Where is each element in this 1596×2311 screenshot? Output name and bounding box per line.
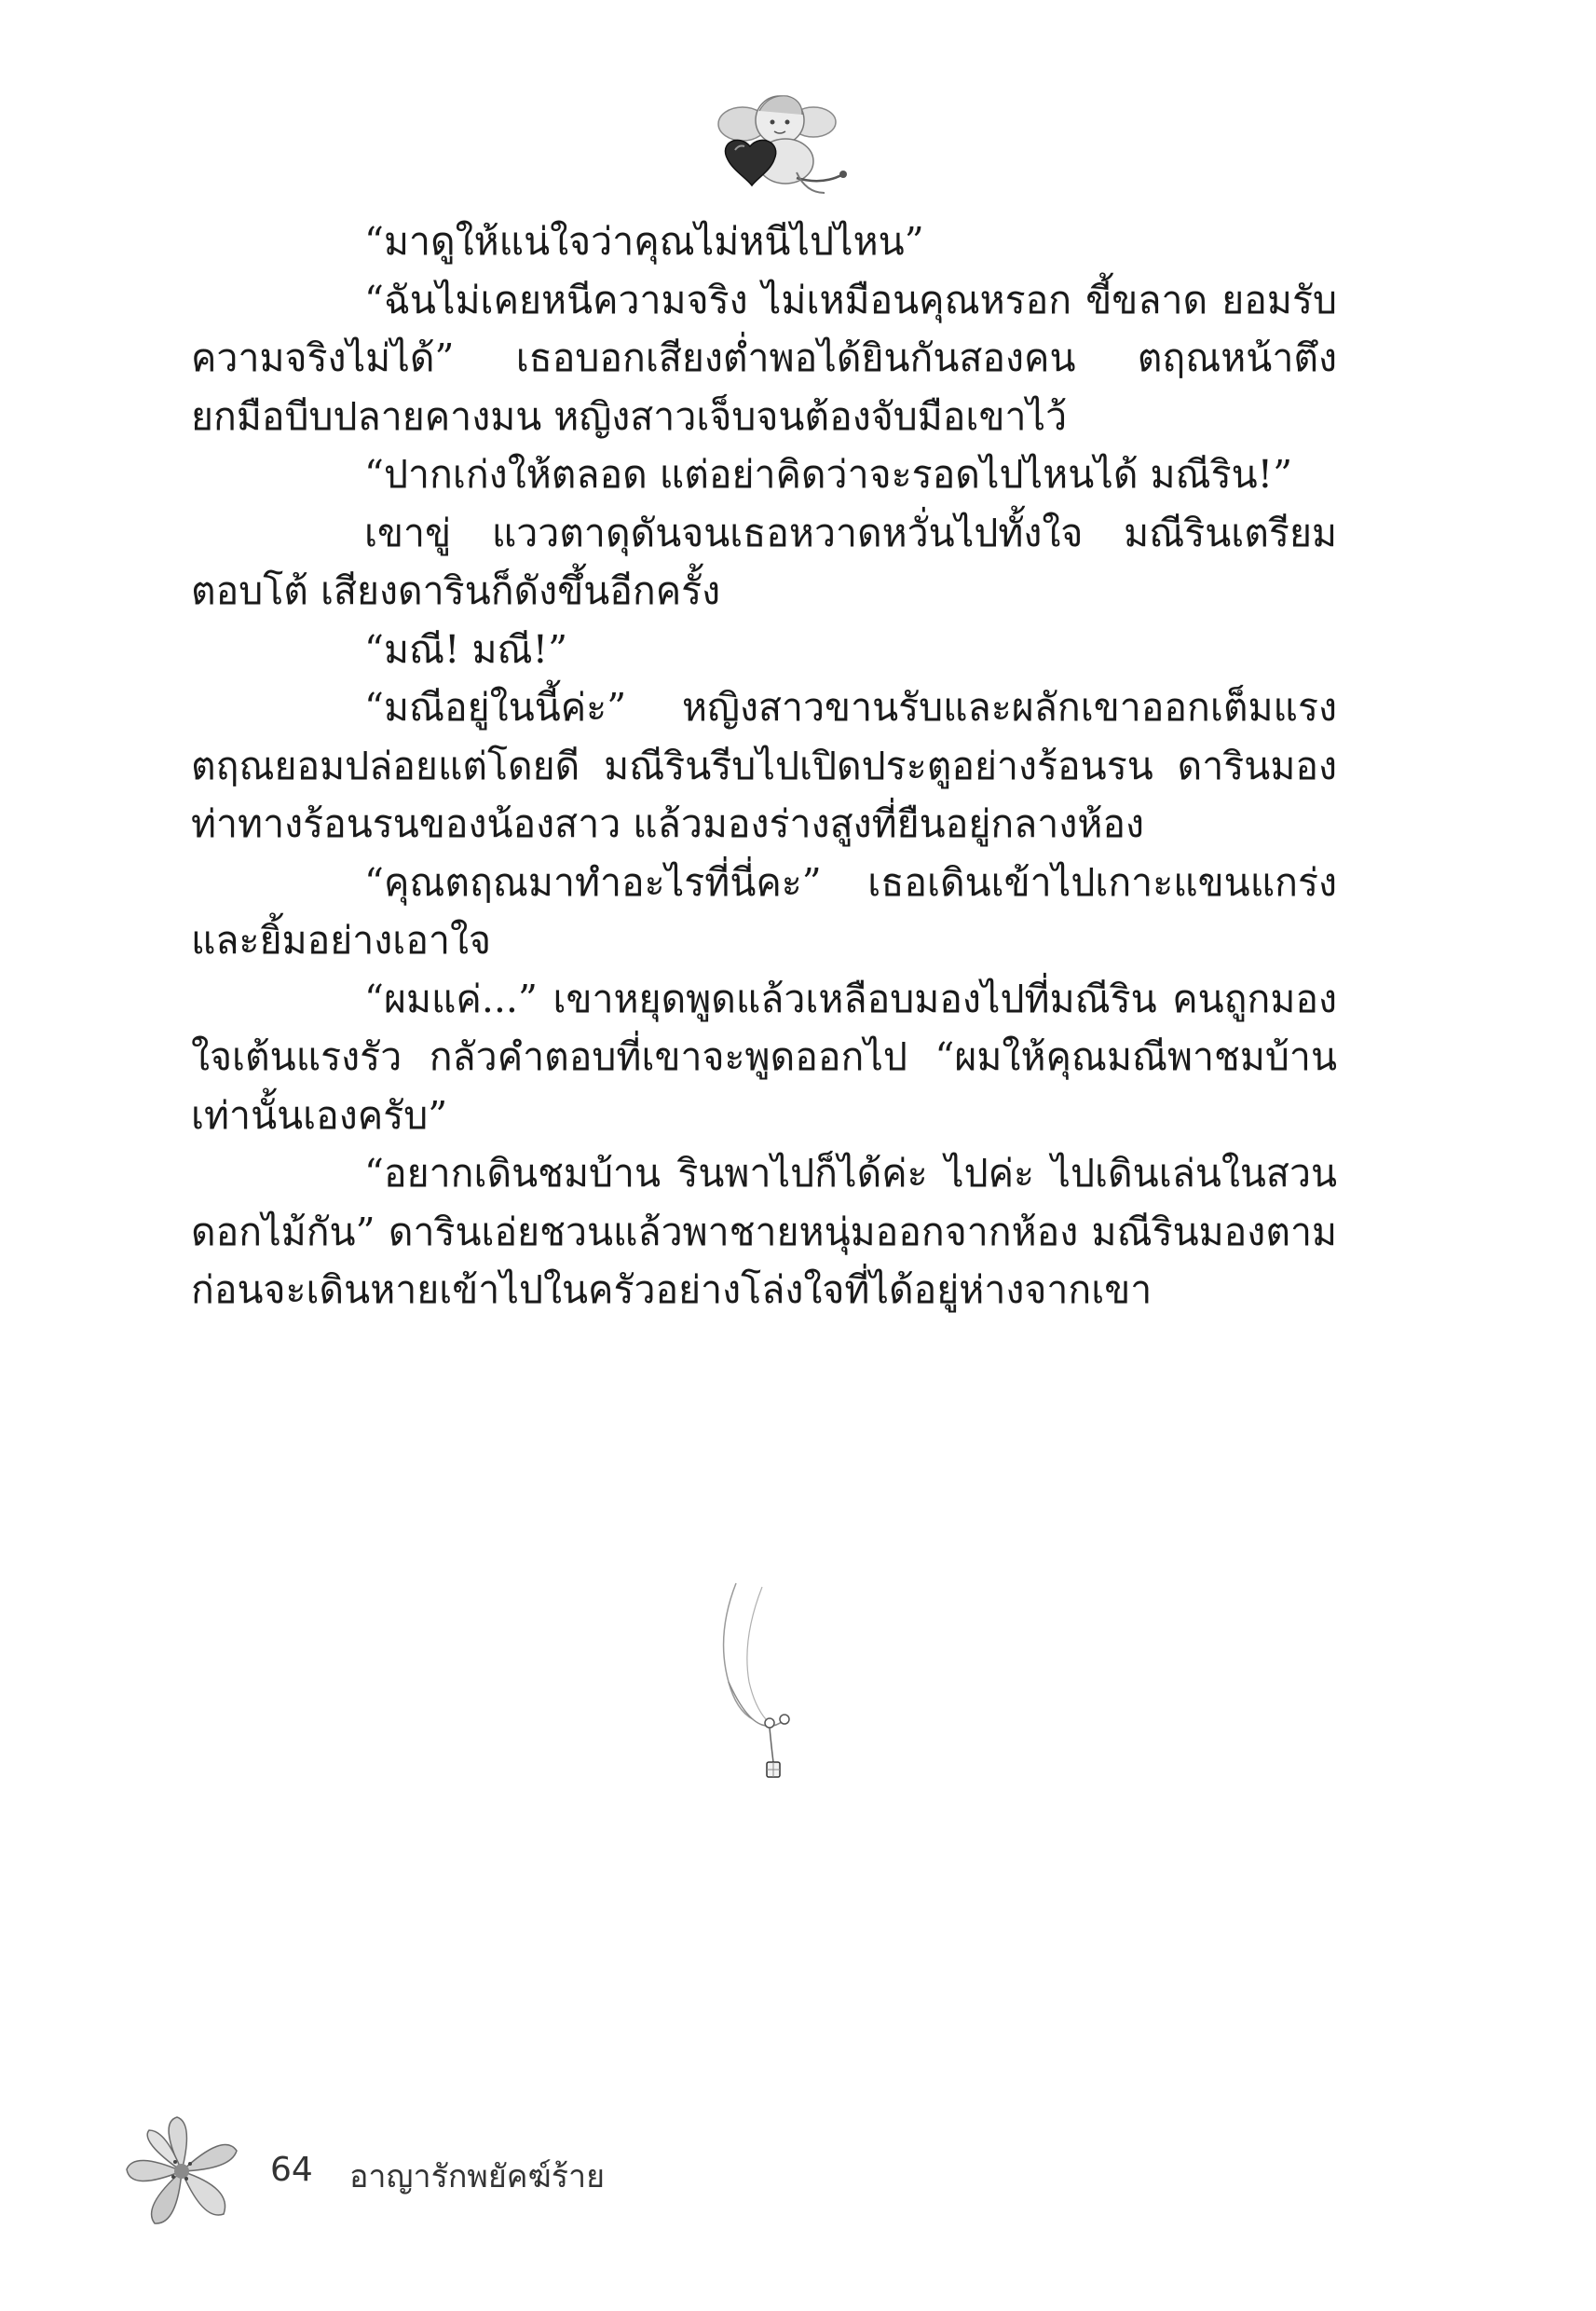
paragraph: “มณี! มณี!” <box>364 626 568 672</box>
paragraph: “คุณตฤณมาทำอะไรที่นี่คะ” เธอเดินเข้าไปเกาะแขนแกร่ง และยิ้มอย่างเอาใจ <box>191 859 1337 963</box>
book-title: อาญารักพยัคฆ์ร้าย <box>349 2158 606 2195</box>
page-number: 64 <box>270 2151 313 2189</box>
page-footer <box>121 2113 773 2235</box>
necklace-pendant-icon <box>708 1579 811 1794</box>
cupid-with-heart-icon <box>703 89 853 200</box>
paragraph: “ปากเก่งให้ตลอด แต่อย่าคิดว่าจะรอดไปไหนได้ มณีริน!” <box>364 452 1293 497</box>
lily-flower-icon <box>121 2113 242 2230</box>
paragraph: เขาขู่ แววตาดุดันจนเธอหวาดหวั่นไปทั้งใจ มณีรินเตรียมตอบโต้ เสียงดารินก็ดังขึ้นอีกครั้ง <box>191 510 1337 613</box>
paragraph: “อยากเดินชมบ้าน รินพาไปก็ได้ค่ะ ไปค่ะ ไปเดินเล่นในสวนดอกไม้กัน” ดารินเอ่ยชวนแล้วพาชายหนุ่มออกจากห้อง มณีรินมองตามก่อนจะเดินหายเข้าไปในครัวอย่างโล่งใจที่ได้อยู่ห่างจากเขา <box>191 1151 1337 1312</box>
paragraph: “ฉันไม่เคยหนีความจริง ไม่เหมือนคุณหรอก ขี้ขลาด ยอมรับความจริงไม่ได้” เธอบอกเสียงต่ำพอได้ยินกันสองคน ตฤณหน้าตึง ยกมือบีบปลายคางมน หญิงสาวเจ็บจนต้องจับมือเขาไว้ <box>191 277 1337 439</box>
paragraph: “ผมแค่...” เขาหยุดพูดแล้วเหลือบมองไปที่มณีริน คนถูกมองใจเต้นแรงรัว กลัวคำตอบที่เขาจะพูดออกไป “ผมให้คุณมณีพาชมบ้านเท่านั้นเองครับ” <box>191 976 1337 1138</box>
story-text <box>191 212 1337 1320</box>
paragraph: “มณีอยู่ในนี้ค่ะ” หญิงสาวขานรับและผลักเขาออกเต็มแรง ตฤณยอมปล่อยแต่โดยดี มณีรินรีบไปเปิดประตูอย่างร้อนรน ดารินมองท่าทางร้อนรนของน้องสาว แล้วมองร่างสูงที่ยืนอยู่กลางห้อง <box>191 685 1337 846</box>
paragraph: “มาดูให้แน่ใจว่าคุณไม่หนีไปไหน” <box>364 219 924 264</box>
